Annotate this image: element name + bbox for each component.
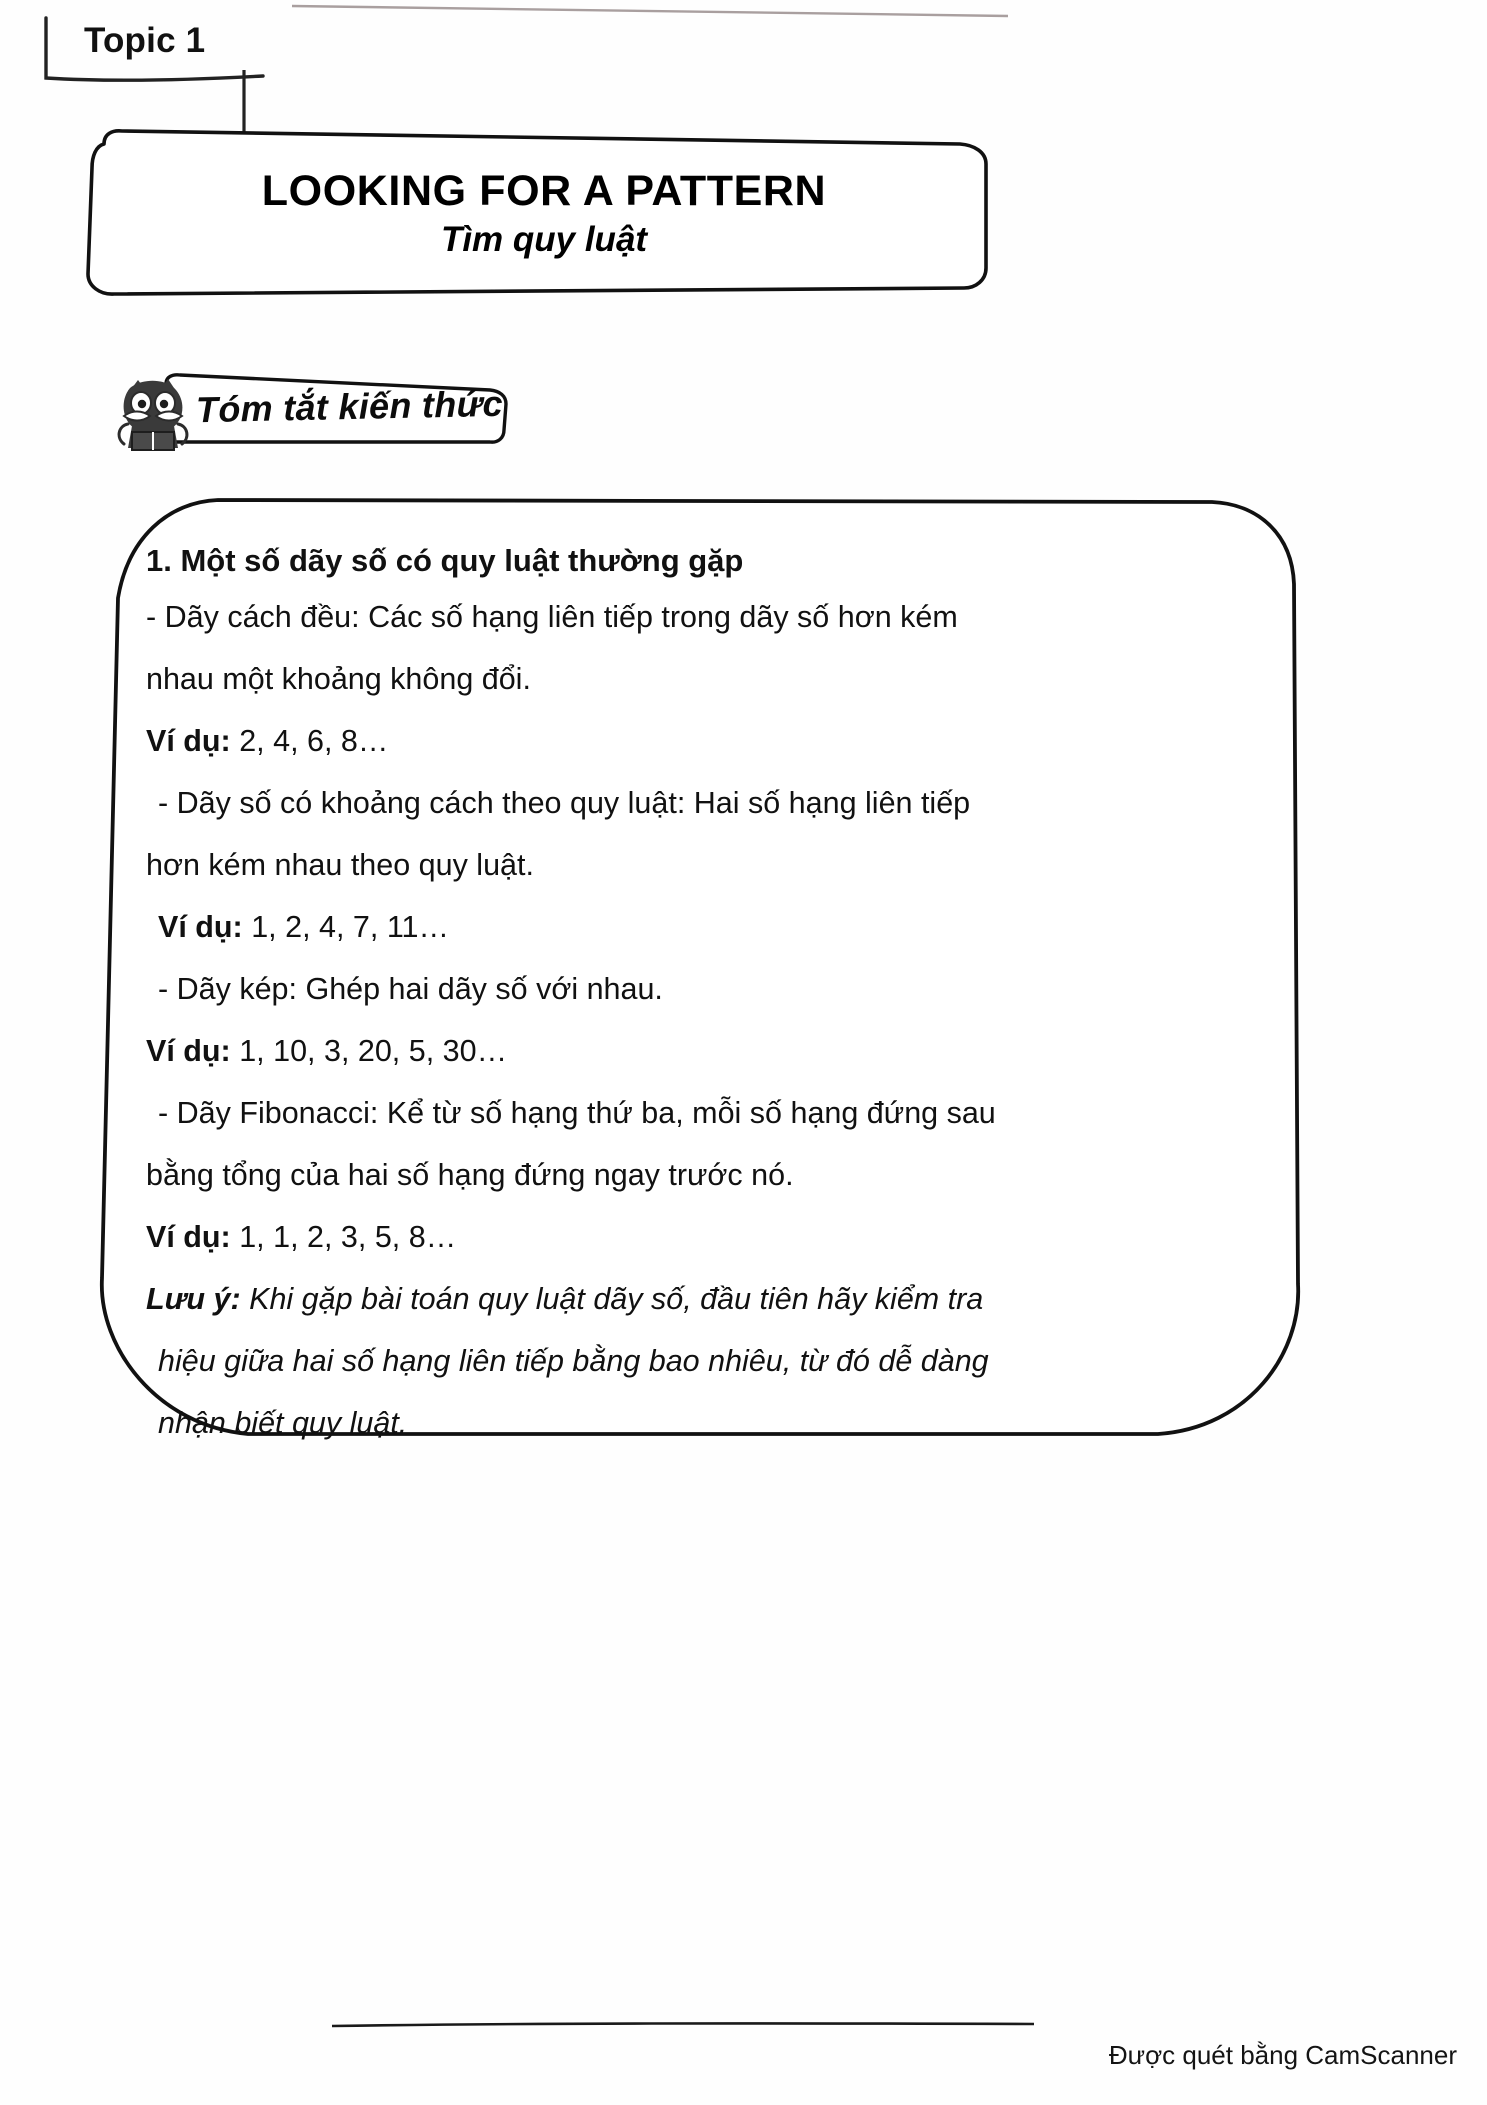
content-line	[146, 834, 1221, 896]
content-line	[146, 1268, 1221, 1330]
content-line	[146, 896, 1221, 958]
content-line-lead: Ví dụ:	[146, 1220, 231, 1254]
content-line	[146, 1206, 1221, 1268]
content-line-text: 1, 2, 4, 7, 11…	[242, 910, 449, 944]
content-line-text: hiệu giữa hai số hạng liên tiếp bằng bao nhiêu, từ đó dễ dàng	[158, 1344, 989, 1378]
page-title-english: LOOKING FOR A PATTERN	[261, 166, 827, 215]
content-line-text: nhau một khoảng không đổi.	[146, 662, 531, 696]
content-line-text: - Dãy Fibonacci: Kể từ số hạng thứ ba, mỗi số hạng đứng sau	[158, 1096, 996, 1130]
content-line-text: - Dãy kép: Ghép hai dãy số với nhau.	[158, 972, 663, 1006]
content-line-text: 2, 4, 6, 8…	[230, 724, 389, 758]
content-heading: 1. Một số dãy số có quy luật thường gặp	[146, 543, 744, 578]
footer-divider	[330, 2022, 1036, 2028]
content-line-text: - Dãy cách đều: Các số hạng liên tiếp trong dãy số hơn kém	[146, 600, 958, 634]
content-line	[146, 648, 1221, 710]
topic-label: Topic 1	[84, 21, 206, 60]
content-line-text: - Dãy số có khoảng cách theo quy luật: Hai số hạng liên tiếp	[158, 786, 971, 820]
section-badge	[108, 372, 508, 454]
content-line	[146, 1330, 1221, 1392]
content-line-text: bằng tổng của hai số hạng đứng ngay trước nó.	[146, 1158, 794, 1192]
content-line-text: Khi gặp bài toán quy luật dãy số, đầu tiên hãy kiểm tra	[240, 1282, 984, 1316]
content-line-lead: Lưu ý:	[146, 1282, 241, 1316]
content-line	[146, 1392, 1221, 1454]
content-line	[146, 1082, 1221, 1144]
content-line	[146, 772, 1221, 834]
content-line-lead: Ví dụ:	[158, 910, 243, 944]
content-line	[146, 1144, 1221, 1206]
content-lines	[146, 586, 1221, 1454]
content-line	[146, 586, 1221, 648]
camscanner-watermark: Được quét bằng CamScanner	[1108, 2040, 1457, 2070]
content-line-text: hơn kém nhau theo quy luật.	[146, 848, 534, 882]
content-line-text: 1, 10, 3, 20, 5, 30…	[230, 1034, 508, 1068]
content-line	[146, 1020, 1221, 1082]
content-line-lead: Ví dụ:	[146, 1034, 231, 1068]
title-box	[70, 128, 990, 298]
content-line-text: 1, 1, 2, 3, 5, 8…	[230, 1220, 457, 1254]
content-line	[146, 710, 1221, 772]
knowledge-summary-content	[146, 536, 1221, 1454]
scan-top-cutoff-artifact	[290, 4, 1010, 18]
content-line-text: nhận biết quy luật.	[158, 1406, 408, 1440]
content-line-lead: Ví dụ:	[146, 724, 231, 758]
section-badge-label: Tóm tắt kiến thức	[195, 382, 504, 431]
knowledge-summary-box	[98, 488, 1306, 1448]
content-line	[146, 958, 1221, 1020]
page-title-vietnamese: Tìm quy luật	[440, 219, 648, 259]
owl-mascot-reading-book-icon	[108, 378, 204, 454]
